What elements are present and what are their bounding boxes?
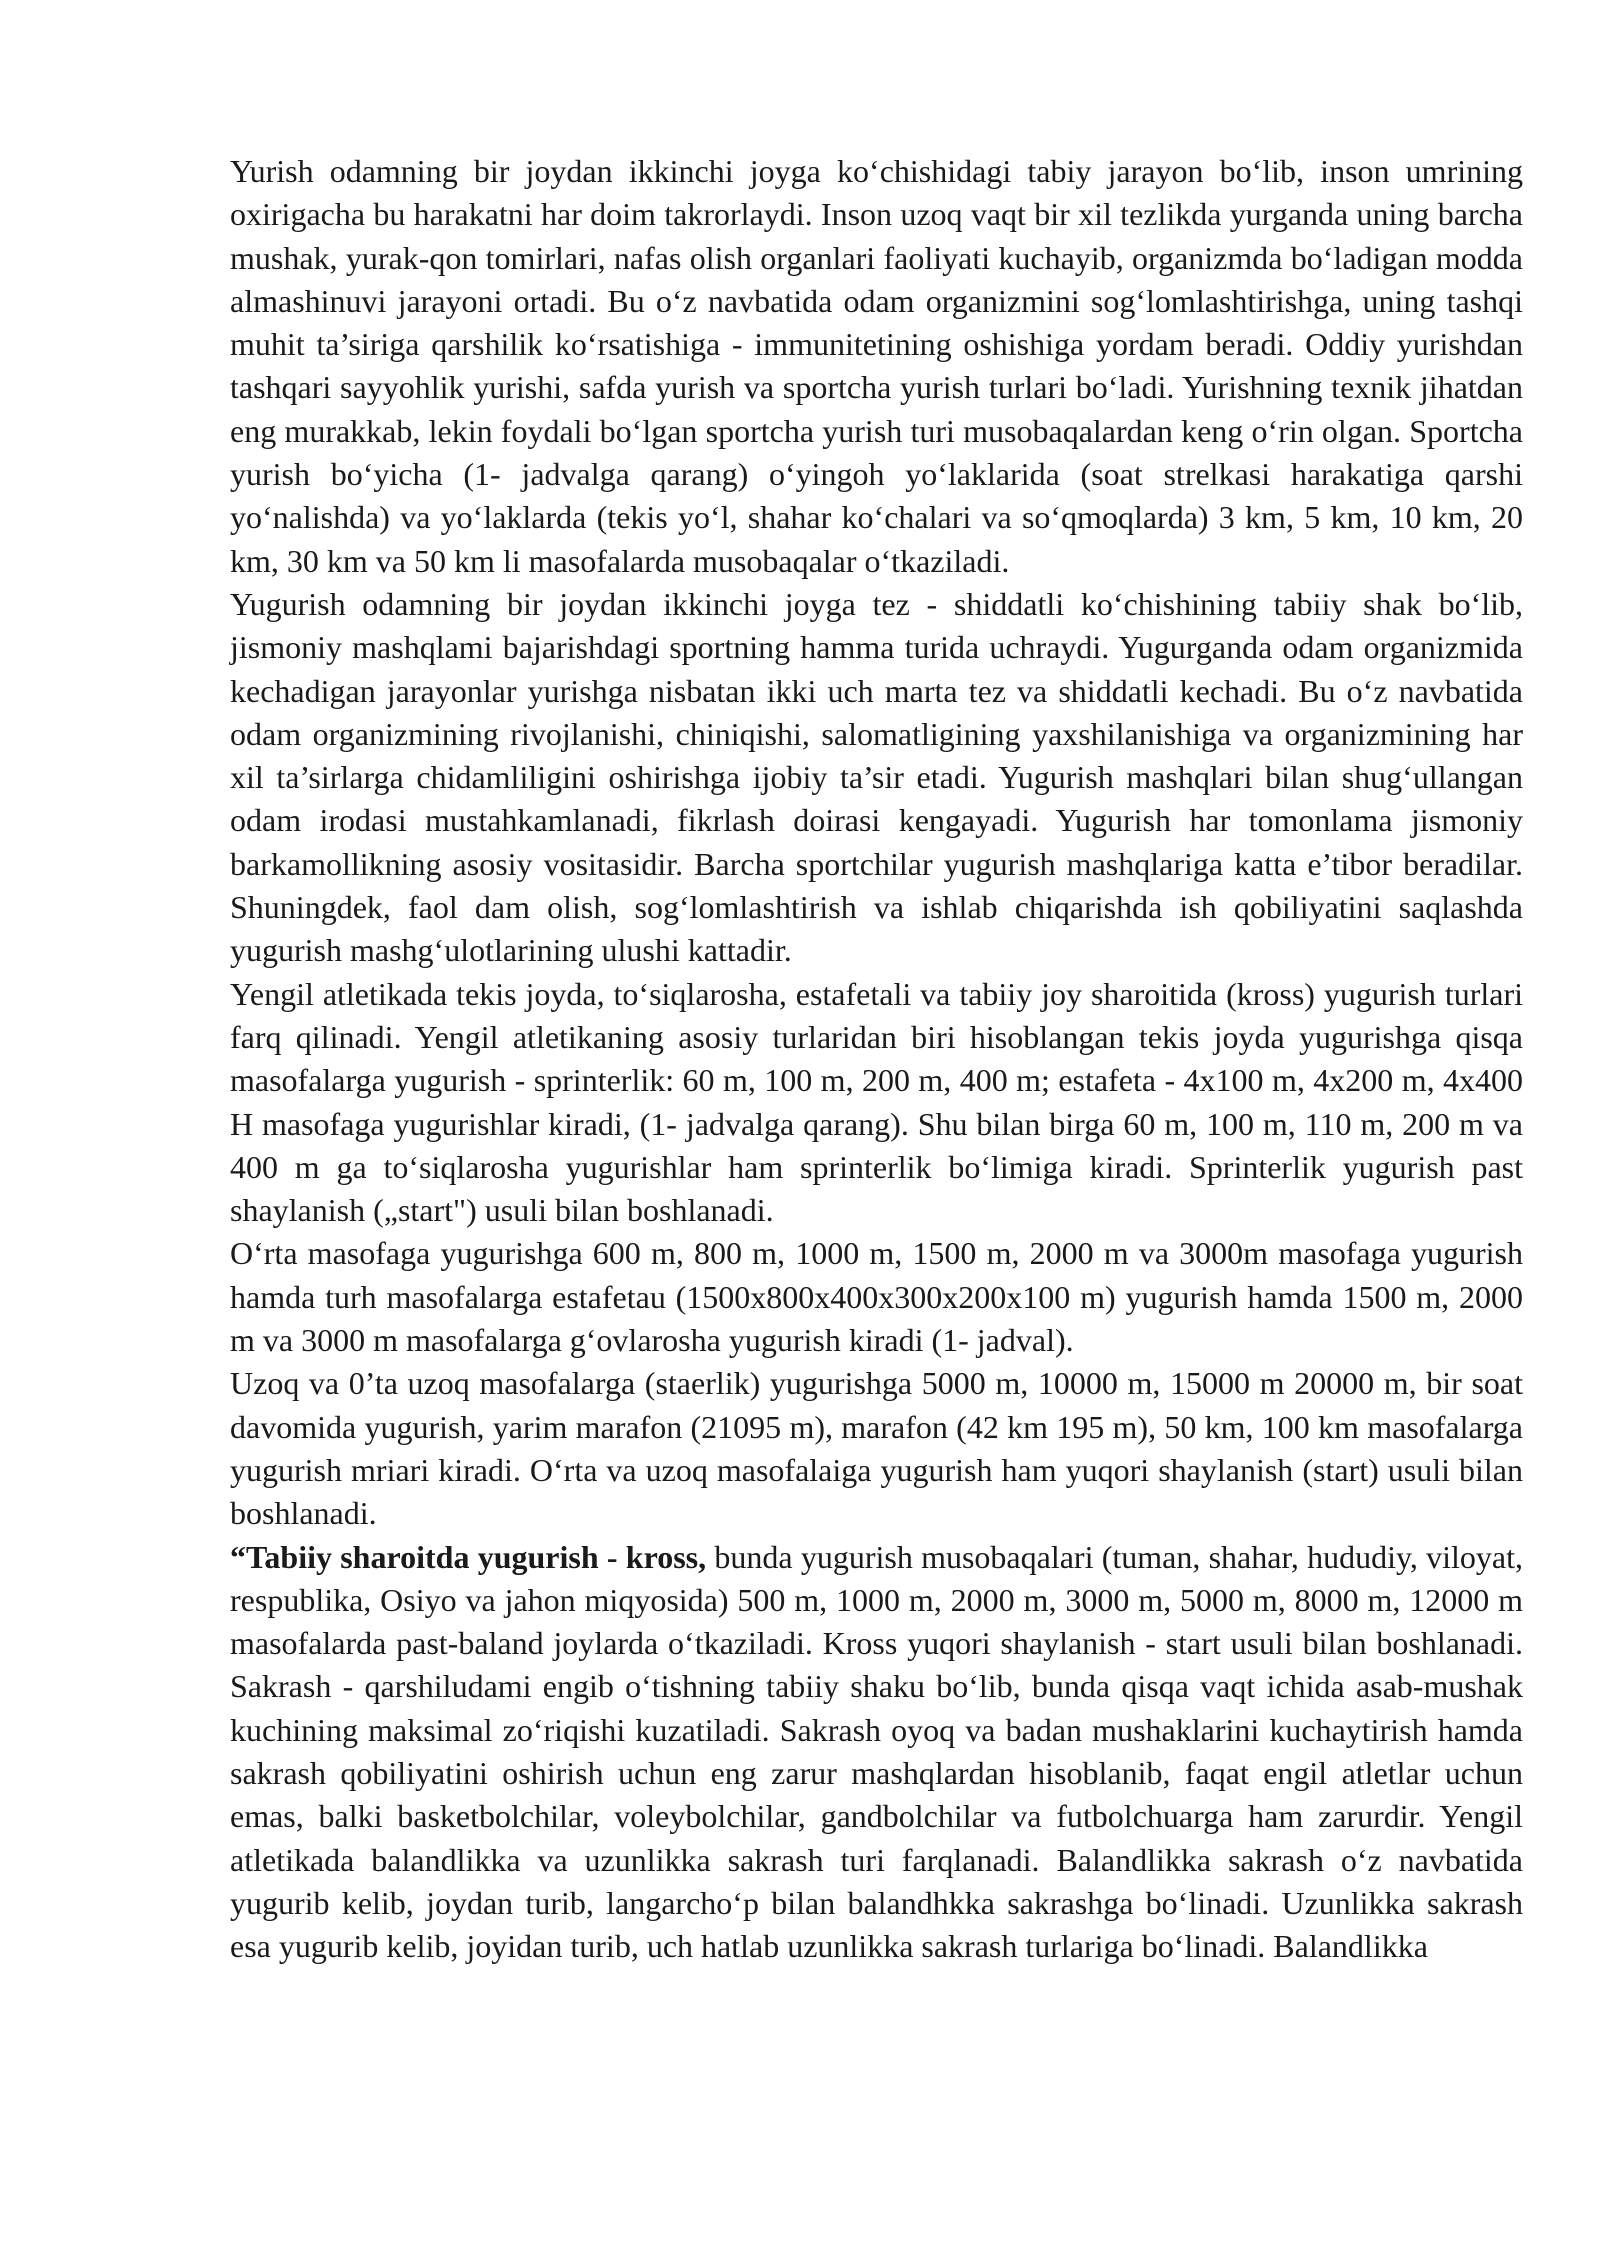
body-text xyxy=(230,150,1523,1968)
paragraph-cross-country xyxy=(230,1536,1523,1969)
paragraph-sprint: Yengil atletikada tekis joyda, to‘siqlarosha, estafetali va tabiiy joy sharoitida (kross) yugurish turlari farq qilinadi. Yengil atletikaning asosiy turlaridan biri hisoblangan tekis joyda yugurishga qisqa masofalarga yugurish - sprinterlik: 60 m, 100 m, 200 m, 400 m; estafeta - 4x100 m, 4x200 m, 4x400 H masofaga yugurishlar kiradi, (1- jadvalga qarang). Shu bilan birga 60 m, 100 m, 110 m, 200 m va 400 m ga to‘siqlarosha yugurishlar ham sprinterlik bo‘limiga kiradi. Sprinterlik yugurish past shaylanish („start") usuli bilan boshlanadi. xyxy=(230,975,1523,1229)
paragraph-long-distance: Uzoq va 0’ta uzoq masofalarga (staerlik) yugurishga 5000 m, 10000 m, 15000 m 20000 m, bir soat davomida yugurish, yarim marafon (21095 m), marafon (42 km 195 m), 50 km, 100 km masofalarga yugurish mriari kiradi. O‘rta va uzoq masofalaiga yugurish ham yuqori shaylanish (start) usuli bilan boshlanadi. xyxy=(230,1365,1523,1532)
paragraph-running: Yugurish odamning bir joydan ikkinchi joyga tez - shiddatli ko‘chishining tabiiy shak bo‘lib, jismoniy mashqlami bajarishdagi sportning hamma turida uchraydi. Yugurganda odam organizmida kechadigan jarayonlar yurishga nisbatan ikki uch marta tez va shiddatli kechadi. Bu o‘z navbatida odam organizmining rivojlanishi, chiniqishi, salomatligining yaxshilanishiga va organizmining har xil ta’sirlarga chidamliligini oshirishga ijobiy ta’sir etadi. Yugurish mashqlari bilan shug‘ullangan odam irodasi mustahkamlanadi, fikrlash doirasi kengayadi. Yugurish har tomonlama jismoniy barkamollikning asosiy vositasidir. Barcha sportchilar yugurish mashqlariga katta e’tibor beradilar. Shuningdek, faol dam olish, sog‘lomlashtirish va ishlab chiqarishda ish qobiliyatini saqlashda yugurish mashg‘ulotlarining ulushi kattadir. xyxy=(230,585,1523,969)
paragraph-middle-distance: O‘rta masofaga yugurishga 600 m, 800 m, 1000 m, 1500 m, 2000 m va 3000m masofaga yugurish hamda turh masofalarga estafetau (1500x800x400x300x200x100 m) yugurish hamda 1500 m, 2000 m va 3000 m masofalarga g‘ovlarosha yugurish kiradi (1- jadval). xyxy=(230,1235,1523,1359)
paragraph-walking: Yurish odamning bir joydan ikkinchi joyga ko‘chishidagi tabiy jarayon bo‘lib, inson umrining oxirigacha bu harakatni har doim takrorlaydi. Inson uzoq vaqt bir xil tezlikda yurganda uning barcha mushak, yurak-qon tomirlari, nafas olish organlari faoliyati kuchayib, organizmda bo‘ladigan modda almashinuvi jarayoni ortadi. Bu o‘z navbatida odam organizmini sog‘lomlashtirishga, uning tashqi muhit ta’siriga qarshilik ko‘rsatishiga - immunitetining oshishiga yordam beradi. Oddiy yurishdan tashqari sayyohlik yurishi, safda yurish va sportcha yurish turlari bo‘ladi. Yurishning texnik jihatdan eng murakkab, lekin foydali bo‘lgan sportcha yurish turi musobaqalardan keng o‘rin olgan. Sportcha yurish bo‘yicha (1- jadvalga qarang) o‘yingoh yo‘laklarida (soat strelkasi harakatiga qarshi yo‘nalishda) va yo‘laklarda (tekis yo‘l, shahar ko‘chalari va so‘qmoqlarda) 3 km, 5 km, 10 km, 20 km, 30 km va 50 km li masofalarda musobaqalar o‘tkaziladi. xyxy=(230,153,1523,579)
cross-country-heading: “Tabiiy sharoitda yugurish - kross, xyxy=(230,1538,707,1575)
cross-country-text: bunda yugurish musobaqalari (tuman, shahar, hududiy, viloyat, respublika, Osiyo va jahon miqyosida) 500 m, 1000 m, 2000 m, 3000 m, 5000 m, 8000 m, 12000 m masofalarda past-baland joylarda o‘tkaziladi. Kross yuqori shaylanish - start usuli bilan boshlanadi. Sakrash - qarshiludami engib o‘tishning tabiiy shaku bo‘lib, bunda qisqa vaqt ichida asab-mushak kuchining maksimal zo‘riqishi kuzatiladi. Sakrash oyoq va badan mushaklarini kuchaytirish hamda sakrash qobiliyatini oshirish uchun eng zarur mashqlardan hisoblanib, faqat engil atletlar uchun emas, balki basketbolchilar, voleybolchilar, gandbolchilar va futbolchuarga ham zarurdir. Yengil atletikada balandlikka va uzunlikka sakrash turi farqlanadi. Balandlikka sakrash o‘z navbatida yugurib kelib, joydan turib, langarcho‘p bilan balandhkka sakrashga bo‘linadi. Uzunlikka sakrash esa yugurib kelib, joyidan turib, uch hatlab uzunlikka sakrash turlariga bo‘linadi. Balandlikka xyxy=(230,1538,1524,1965)
